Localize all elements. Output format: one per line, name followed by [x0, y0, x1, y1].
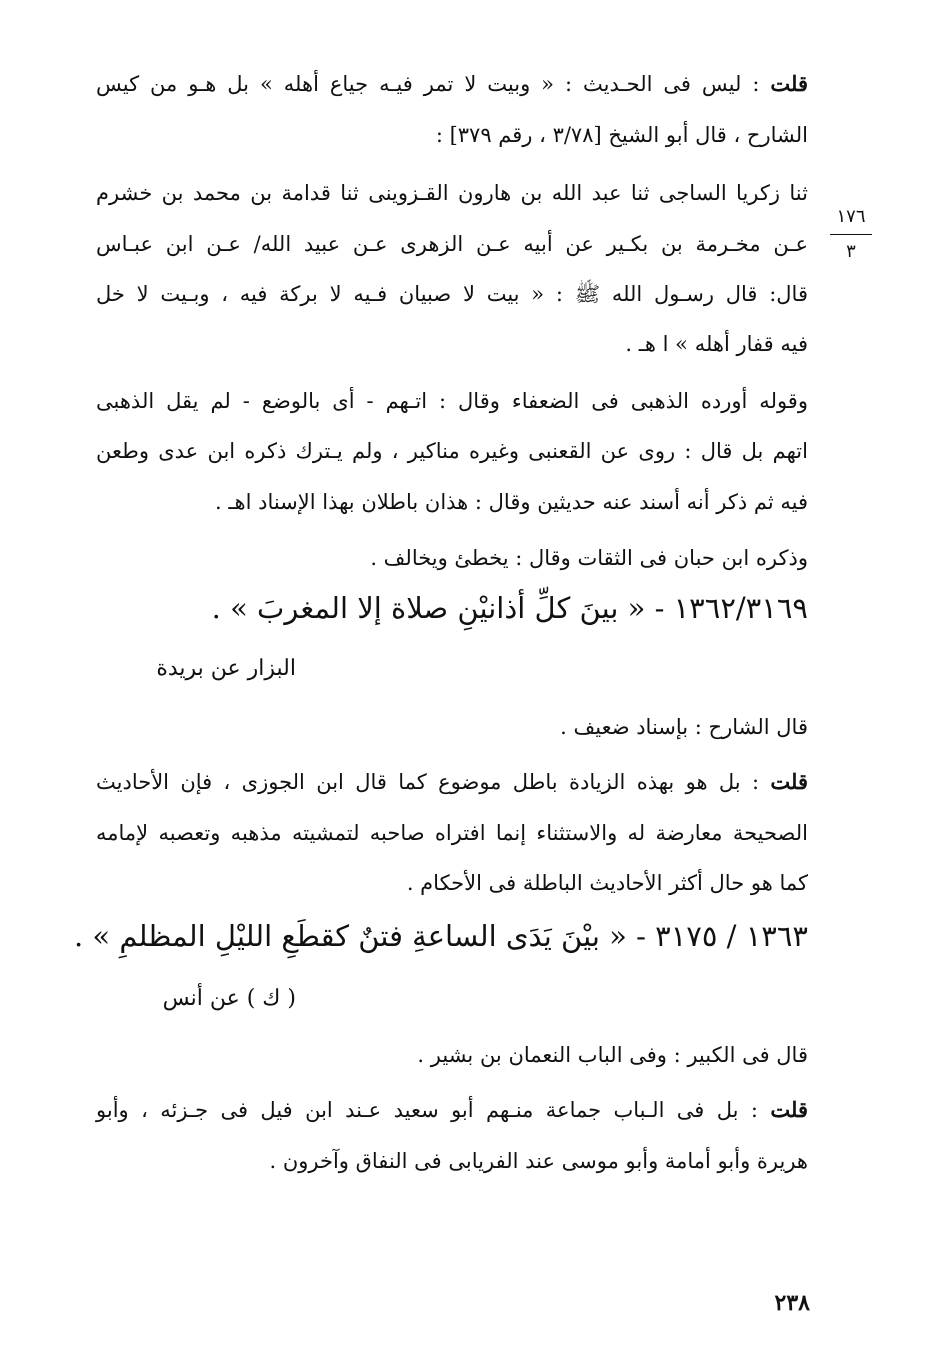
text-line: قال: قال رسـول الله ﷺ : « بيت لا صبيان فـيه لا بركة فيه ، وبـيت لا خل — [96, 282, 808, 306]
margin-volume-reference — [826, 206, 876, 263]
text-line: اتهم بل قال : روى عن القعنبى وغيره مناكير ، ولم يـترك ذكره ابن عدى وطعن — [96, 439, 808, 463]
text-line: ثنا زكريا الساجى ثنا عبد الله بن هارون القـزوينى ثنا قدامة بن محمد بن خشرم — [96, 181, 808, 205]
text-line: قلت : بل فى الـباب جماعة منـهم أبو سعيد عـند ابن فيل فى جـزئه ، وأبو — [96, 1097, 808, 1122]
hadith-source-1362: البزار عن بريدة — [156, 656, 296, 681]
margin-ref-bottom: ٣ — [846, 241, 856, 262]
text-line: قال فى الكبير : وفى الباب النعمان بن بشير . — [417, 1043, 808, 1067]
margin-ref-top: ١٧٦ — [836, 206, 866, 227]
text-line: وذكره ابن حبان فى الثقات وقال : يخطئ ويخالف . — [370, 546, 808, 570]
text-line: قال الشارح : بإسناد ضعيف . — [560, 715, 808, 739]
page-number: ٢٣٨ — [774, 1290, 810, 1316]
text-line: وقوله أورده الذهبى فى الضعفاء وقال : اتـهم - أى بالوضع - لم يقل الذهبى — [96, 389, 808, 413]
text-line: الصحيحة معارضة له والاستثناء إنما افتراه صاحبه لتمشيته مذهبه وتعصبه لإمامه — [96, 821, 808, 845]
hadith-heading-1362: ١٣٦٢/٣١٦٩ - « بينَ كلِّ أذانيْنِ صلاة إلا المغربَ » . — [211, 591, 808, 625]
margin-ref-divider — [830, 234, 872, 235]
text-line: كما هو حال أكثر الأحاديث الباطلة فى الأحكام . — [406, 871, 808, 895]
text-line: فيه قفار أهله » ا هـ . — [625, 332, 808, 356]
text-line: هريرة وأبو أمامة وأبو موسى عند الفريابى فى النفاق وآخرون . — [269, 1149, 808, 1173]
text-line: فيه ثم ذكر أنه أسند عنه حديثين وقال : هذان باطلان بهذا الإسناد اهـ . — [215, 490, 808, 514]
hadith-heading-1363: ١٣٦٣ / ٣١٧٥ - « بيْنَ يَدَى الساعةِ فتنٌ كقطَعِ الليْلِ المظلمِ » . — [73, 919, 808, 953]
text-line: الشارح ، قال أبو الشيخ [٣/٧٨ ، رقم ٣٧٩] : — [435, 123, 808, 147]
hadith-source-1363: ( ك ) عن أنس — [162, 986, 296, 1011]
text-line: قلت : بل هو بهذه الزيادة باطل موضوع كما قال ابن الجوزى ، فإن الأحاديث — [96, 769, 808, 794]
text-line: قلت : ليس فى الحـديث : « وبيت لا تمر فيـه جياع أهله » بل هـو من كيس — [96, 71, 808, 96]
text-line: عـن مخـرمة بن بكـير عن أبيه عـن الزهرى عـن عبيد الله/ عـن ابن عبـاس — [96, 232, 808, 256]
